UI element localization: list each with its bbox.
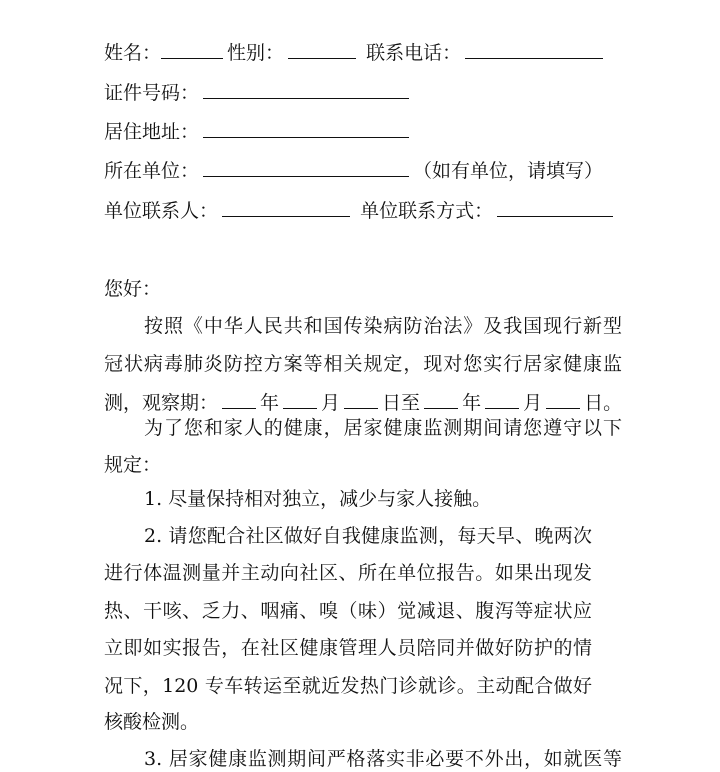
employer-row [104, 158, 603, 183]
rule-2-line: 立即如实报告，在社区健康管理人员陪同并做好防护的情 [104, 637, 592, 659]
unit: 年 [462, 392, 482, 414]
body-line: 规定： [104, 454, 162, 476]
rule-2-line: 况下，120 专车转运至就近发热门诊就诊。主动配合做好 [104, 675, 592, 697]
employer-note: （如有单位，请填写） [413, 160, 604, 182]
body-line: 冠状病毒肺炎防控方案等相关规定，现对您实行居家健康监 [104, 353, 622, 375]
employer-label: 所在单位： [104, 160, 200, 182]
contact-person-label: 单位联系人： [104, 200, 219, 222]
start-month-field[interactable] [283, 390, 317, 409]
name-label: 姓名： [104, 42, 162, 64]
unit: 月 [321, 392, 341, 414]
id-label: 证件号码： [104, 82, 200, 104]
id-row [104, 80, 413, 105]
rule-3-line: 3. 居家健康监测期间严格落实非必要不外出，如就医等 [144, 748, 622, 770]
observation-period-line [104, 390, 622, 415]
name-gender-phone-row [104, 40, 607, 65]
body-line: 按照《中华人民共和国传染病防治法》及我国现行新型 [144, 315, 622, 337]
end-month-field[interactable] [485, 390, 519, 409]
unit: 日至 [382, 392, 421, 414]
contact-person-field[interactable] [222, 198, 350, 217]
employer-field[interactable] [203, 158, 409, 177]
phone-field[interactable] [465, 40, 603, 59]
rule-2-line: 进行体温测量并主动向社区、所在单位报告。如果出现发 [104, 562, 592, 584]
unit: 月 [523, 392, 543, 414]
unit: 日。 [584, 392, 623, 414]
address-field[interactable] [203, 119, 409, 138]
end-year-field[interactable] [424, 390, 458, 409]
contact-method-label: 单位联系方式： [360, 200, 494, 222]
unit: 年 [260, 392, 280, 414]
gender-label: 性别： [227, 42, 285, 64]
name-field[interactable] [161, 40, 223, 59]
rule-2-line: 核酸检测。 [104, 711, 200, 733]
start-year-field[interactable] [222, 390, 256, 409]
contact-method-field[interactable] [497, 198, 613, 217]
contact-row [104, 198, 617, 223]
greeting: 您好： [104, 278, 162, 300]
phone-label: 联系电话： [366, 42, 462, 64]
period-label: 测，观察期： [104, 392, 219, 414]
gender-field[interactable] [288, 40, 356, 59]
start-day-field[interactable] [344, 390, 378, 409]
address-row [104, 119, 413, 144]
rule-2-line: 热、干咳、乏力、咽痛、嗅（味）觉减退、腹泻等症状应 [104, 600, 592, 622]
id-field[interactable] [203, 80, 409, 99]
rule-2-line: 2. 请您配合社区做好自我健康监测，每天早、晚两次 [144, 525, 592, 547]
address-label: 居住地址： [104, 121, 200, 143]
body-line: 为了您和家人的健康，居家健康监测期间请您遵守以下 [144, 417, 622, 439]
end-day-field[interactable] [546, 390, 580, 409]
rule-1: 1. 尽量保持相对独立，减少与家人接触。 [144, 488, 492, 510]
